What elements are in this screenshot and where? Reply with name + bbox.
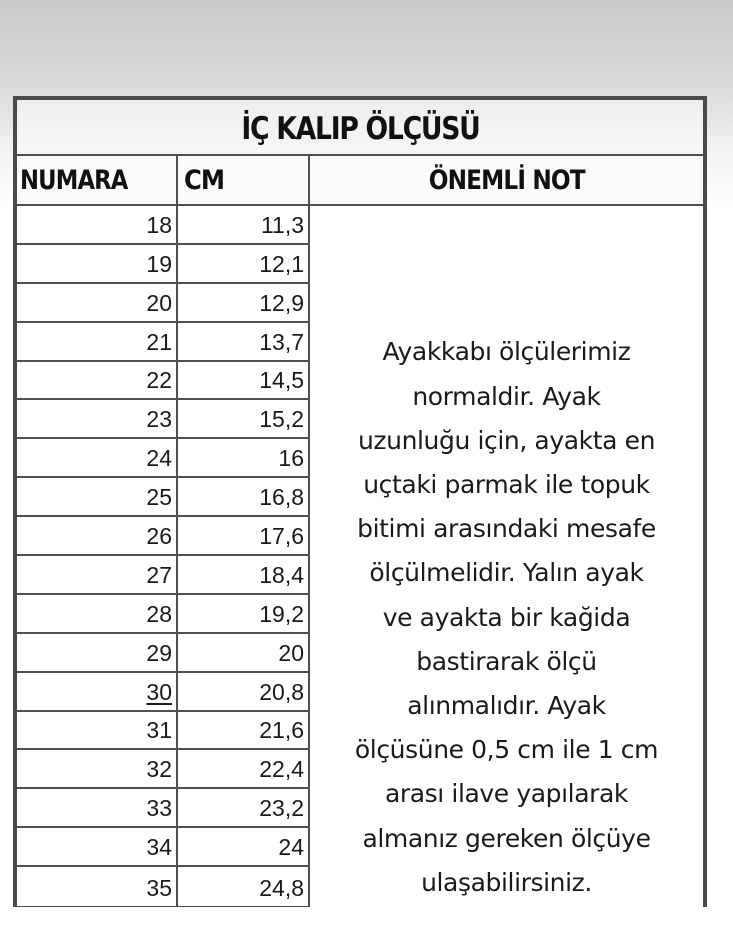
table-row bbox=[17, 712, 310, 751]
note-line: bastirarak ölçü bbox=[416, 646, 597, 676]
header-numara-label: NUMARA bbox=[20, 164, 128, 196]
numara-cell bbox=[17, 362, 178, 399]
numara-value: 19 bbox=[146, 250, 172, 277]
table-row bbox=[17, 284, 310, 323]
numara-cell bbox=[17, 439, 178, 476]
note-line: uzunluğu için, ayakta en bbox=[357, 425, 656, 455]
cm-value: 12,9 bbox=[259, 289, 304, 316]
numara-cell bbox=[17, 712, 178, 749]
table-row bbox=[17, 789, 310, 828]
cm-cell bbox=[178, 245, 310, 282]
numara-cell bbox=[17, 400, 178, 437]
cm-value: 20 bbox=[278, 639, 304, 666]
cm-value: 11,3 bbox=[260, 211, 304, 238]
cm-cell bbox=[178, 789, 310, 826]
cm-value: 13,7 bbox=[259, 328, 304, 355]
numara-value: 26 bbox=[146, 523, 172, 550]
note-line: almanız gereken ölçüye bbox=[362, 823, 651, 853]
cm-cell bbox=[178, 206, 310, 243]
numara-value: 33 bbox=[146, 795, 172, 822]
table-row bbox=[17, 750, 310, 789]
table-row bbox=[17, 595, 310, 634]
cm-value: 19,2 bbox=[259, 600, 304, 627]
table-row bbox=[17, 362, 310, 401]
numara-value: 21 bbox=[146, 328, 172, 355]
note-line: bitimi arasındaki mesafe bbox=[357, 514, 656, 544]
table-row bbox=[17, 245, 310, 284]
cm-cell bbox=[178, 712, 310, 749]
numara-value: 34 bbox=[146, 834, 172, 861]
numara-value: 23 bbox=[146, 406, 172, 433]
table-row bbox=[17, 206, 310, 245]
important-note-text bbox=[310, 330, 703, 905]
numara-cell bbox=[17, 673, 178, 710]
note-line: ölçülmelidir. Yalın ayak bbox=[369, 558, 644, 588]
note-line: ulaşabilirsiniz. bbox=[421, 867, 592, 897]
header-note-label: ÖNEMLİ NOT bbox=[428, 164, 585, 196]
table-row bbox=[17, 867, 310, 906]
cm-cell bbox=[178, 439, 310, 476]
cm-value: 16 bbox=[278, 445, 304, 472]
table-row bbox=[17, 400, 310, 439]
numara-value: 18 bbox=[146, 211, 172, 238]
cm-cell bbox=[178, 750, 310, 787]
numara-cell bbox=[17, 206, 178, 243]
cm-cell bbox=[178, 634, 310, 671]
note-line: uçtaki parmak ile topuk bbox=[363, 469, 650, 499]
cm-value: 12,1 bbox=[259, 250, 304, 277]
numara-value: 20 bbox=[146, 289, 172, 316]
note-line: Ayakkabı ölçülerimiz bbox=[382, 337, 631, 367]
header-cm-label: CM bbox=[184, 164, 225, 196]
numara-cell bbox=[17, 245, 178, 282]
numara-cell bbox=[17, 634, 178, 671]
numara-value: 29 bbox=[146, 639, 172, 666]
cm-value: 20,8 bbox=[259, 678, 304, 705]
cm-cell bbox=[178, 362, 310, 399]
numara-cell bbox=[17, 867, 178, 906]
cm-cell bbox=[178, 673, 310, 710]
numara-value: 28 bbox=[146, 600, 172, 627]
header-numara bbox=[17, 156, 178, 204]
cm-value: 23,2 bbox=[259, 795, 304, 822]
cm-value: 24,8 bbox=[259, 875, 304, 902]
cm-cell bbox=[178, 517, 310, 554]
numara-value: 31 bbox=[146, 717, 172, 744]
numara-value: 22 bbox=[146, 367, 172, 394]
size-rows bbox=[17, 206, 310, 906]
numara-cell bbox=[17, 284, 178, 321]
cm-value: 24 bbox=[278, 834, 304, 861]
header-important-note bbox=[310, 156, 703, 204]
table-row bbox=[17, 517, 310, 556]
table-title: İÇ KALIP ÖLÇÜSÜ bbox=[240, 111, 480, 147]
cm-cell bbox=[178, 323, 310, 360]
cm-value: 15,2 bbox=[259, 406, 304, 433]
table-row bbox=[17, 323, 310, 362]
important-note-cell bbox=[310, 206, 703, 907]
table-row bbox=[17, 478, 310, 517]
note-line: normaldir. Ayak bbox=[412, 381, 601, 411]
cm-cell bbox=[178, 284, 310, 321]
cm-value: 22,4 bbox=[259, 756, 304, 783]
numara-cell bbox=[17, 828, 178, 865]
note-line: ve ayakta bir kağida bbox=[382, 602, 631, 632]
numara-cell bbox=[17, 323, 178, 360]
cm-cell bbox=[178, 595, 310, 632]
numara-value: 24 bbox=[146, 445, 172, 472]
cm-cell bbox=[178, 867, 310, 906]
note-line: ölçüsüne 0,5 cm ile 1 cm bbox=[354, 735, 659, 765]
note-line: alınmalıdır. Ayak bbox=[407, 690, 606, 720]
table-row bbox=[17, 828, 310, 867]
numara-value: 32 bbox=[146, 756, 172, 783]
cm-cell bbox=[178, 828, 310, 865]
numara-value: 27 bbox=[146, 561, 172, 588]
note-line: arası ilave yapılarak bbox=[384, 779, 629, 809]
cm-value: 16,8 bbox=[259, 484, 304, 511]
numara-cell bbox=[17, 789, 178, 826]
numara-cell bbox=[17, 750, 178, 787]
cm-value: 18,4 bbox=[259, 561, 304, 588]
cm-cell bbox=[178, 400, 310, 437]
numara-value: 35 bbox=[146, 875, 172, 902]
cm-cell bbox=[178, 556, 310, 593]
cm-value: 17,6 bbox=[259, 523, 304, 550]
table-row bbox=[17, 556, 310, 595]
numara-cell bbox=[17, 595, 178, 632]
numara-value: 30 bbox=[146, 678, 172, 705]
numara-cell bbox=[17, 478, 178, 515]
numara-cell bbox=[17, 517, 178, 554]
header-cm bbox=[178, 156, 310, 204]
cm-value: 14,5 bbox=[259, 367, 304, 394]
table-row bbox=[17, 439, 310, 478]
numara-value: 25 bbox=[146, 484, 172, 511]
table-title-row bbox=[17, 100, 703, 156]
table-row bbox=[17, 673, 310, 712]
cm-value: 21,6 bbox=[259, 717, 304, 744]
numara-cell bbox=[17, 556, 178, 593]
cm-cell bbox=[178, 478, 310, 515]
table-row bbox=[17, 634, 310, 673]
table-header-row bbox=[17, 156, 703, 206]
size-chart-table bbox=[13, 96, 707, 907]
